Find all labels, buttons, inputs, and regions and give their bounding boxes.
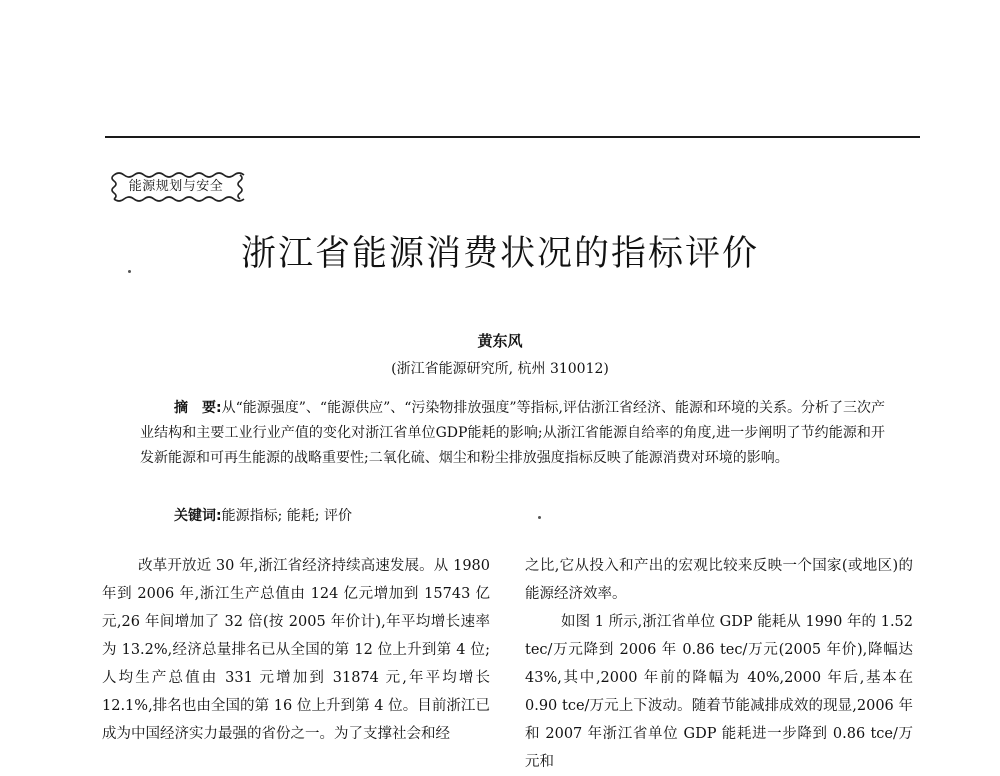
article-title: 浙江省能源消费状况的指标评价 bbox=[240, 234, 759, 274]
abstract-label: 摘 要: bbox=[174, 400, 222, 416]
body-column-right bbox=[525, 552, 913, 770]
section-tag-label: 能源规划与安全 bbox=[128, 179, 224, 194]
abstract bbox=[140, 396, 885, 471]
header-rule bbox=[105, 136, 920, 138]
section-tag bbox=[108, 170, 244, 204]
author-name: 黄东风 bbox=[477, 332, 523, 350]
abstract-text: 从“能源强度”、“能源供应”、“污染物排放强度”等指标,评估浙江省经济、能源和环境的关系。分析了三次产业结构和主要工业行业产值的变化对浙江省单位GDP能耗的影响;从浙江省能源自给率的角度,进一步阐明了节约能源和开发新能源和可再生能源的战略重要性;二氧化硫、烟尘和粉尘排放强度指标反映了能源消费对环境的影响。 bbox=[140, 400, 886, 466]
paragraph-text: 如图 1 所示,浙江省单位 GDP 能耗从 1990 年的 1.52 tec/万元降到 2006 年 0.86 tec/万元(2005 年价),降幅达 43%,其中,2000 年前的降幅为 40%,2000 年后,基本在 0.90 tce/万元上下波动。随着节能减排成效的现显,2006 年和 2007 年浙江省单位 GDP 能耗进一步降到 0.86 tce/万元和 bbox=[525, 614, 913, 770]
paragraph bbox=[525, 552, 913, 608]
paragraph bbox=[102, 552, 490, 748]
paragraph-text: 改革开放近 30 年,浙江省经济持续高速发展。从 1980 年到 2006 年,浙江生产总值由 124 亿元增加到 15743 亿元,26 年间增加了 32 倍(按 2005 年价计),年平均增长速率为 13.2%,经济总量排名已从全国的第 12 位上升到第 4 位;人均生产总值由 331 元增加到 31874 元,年平均增长 12.1%,排名也由全国的第 16 位上升到第 4 位。目前浙江已成为中国经济实力最强的省份之一。为了支撑社会和经 bbox=[102, 558, 490, 742]
keywords-label: 关键词: bbox=[174, 508, 222, 524]
keywords bbox=[174, 504, 874, 529]
paragraph-text: 之比,它从投入和产出的宏观比较来反映一个国家(或地区)的能源经济效率。 bbox=[525, 558, 913, 602]
scan-speck bbox=[128, 270, 131, 273]
paragraph bbox=[525, 608, 913, 776]
author-affiliation: (浙江省能源研究所, 杭州 310012) bbox=[391, 361, 609, 377]
keywords-text: 能源指标; 能耗; 评价 bbox=[221, 508, 352, 524]
body-column-left bbox=[102, 552, 490, 760]
